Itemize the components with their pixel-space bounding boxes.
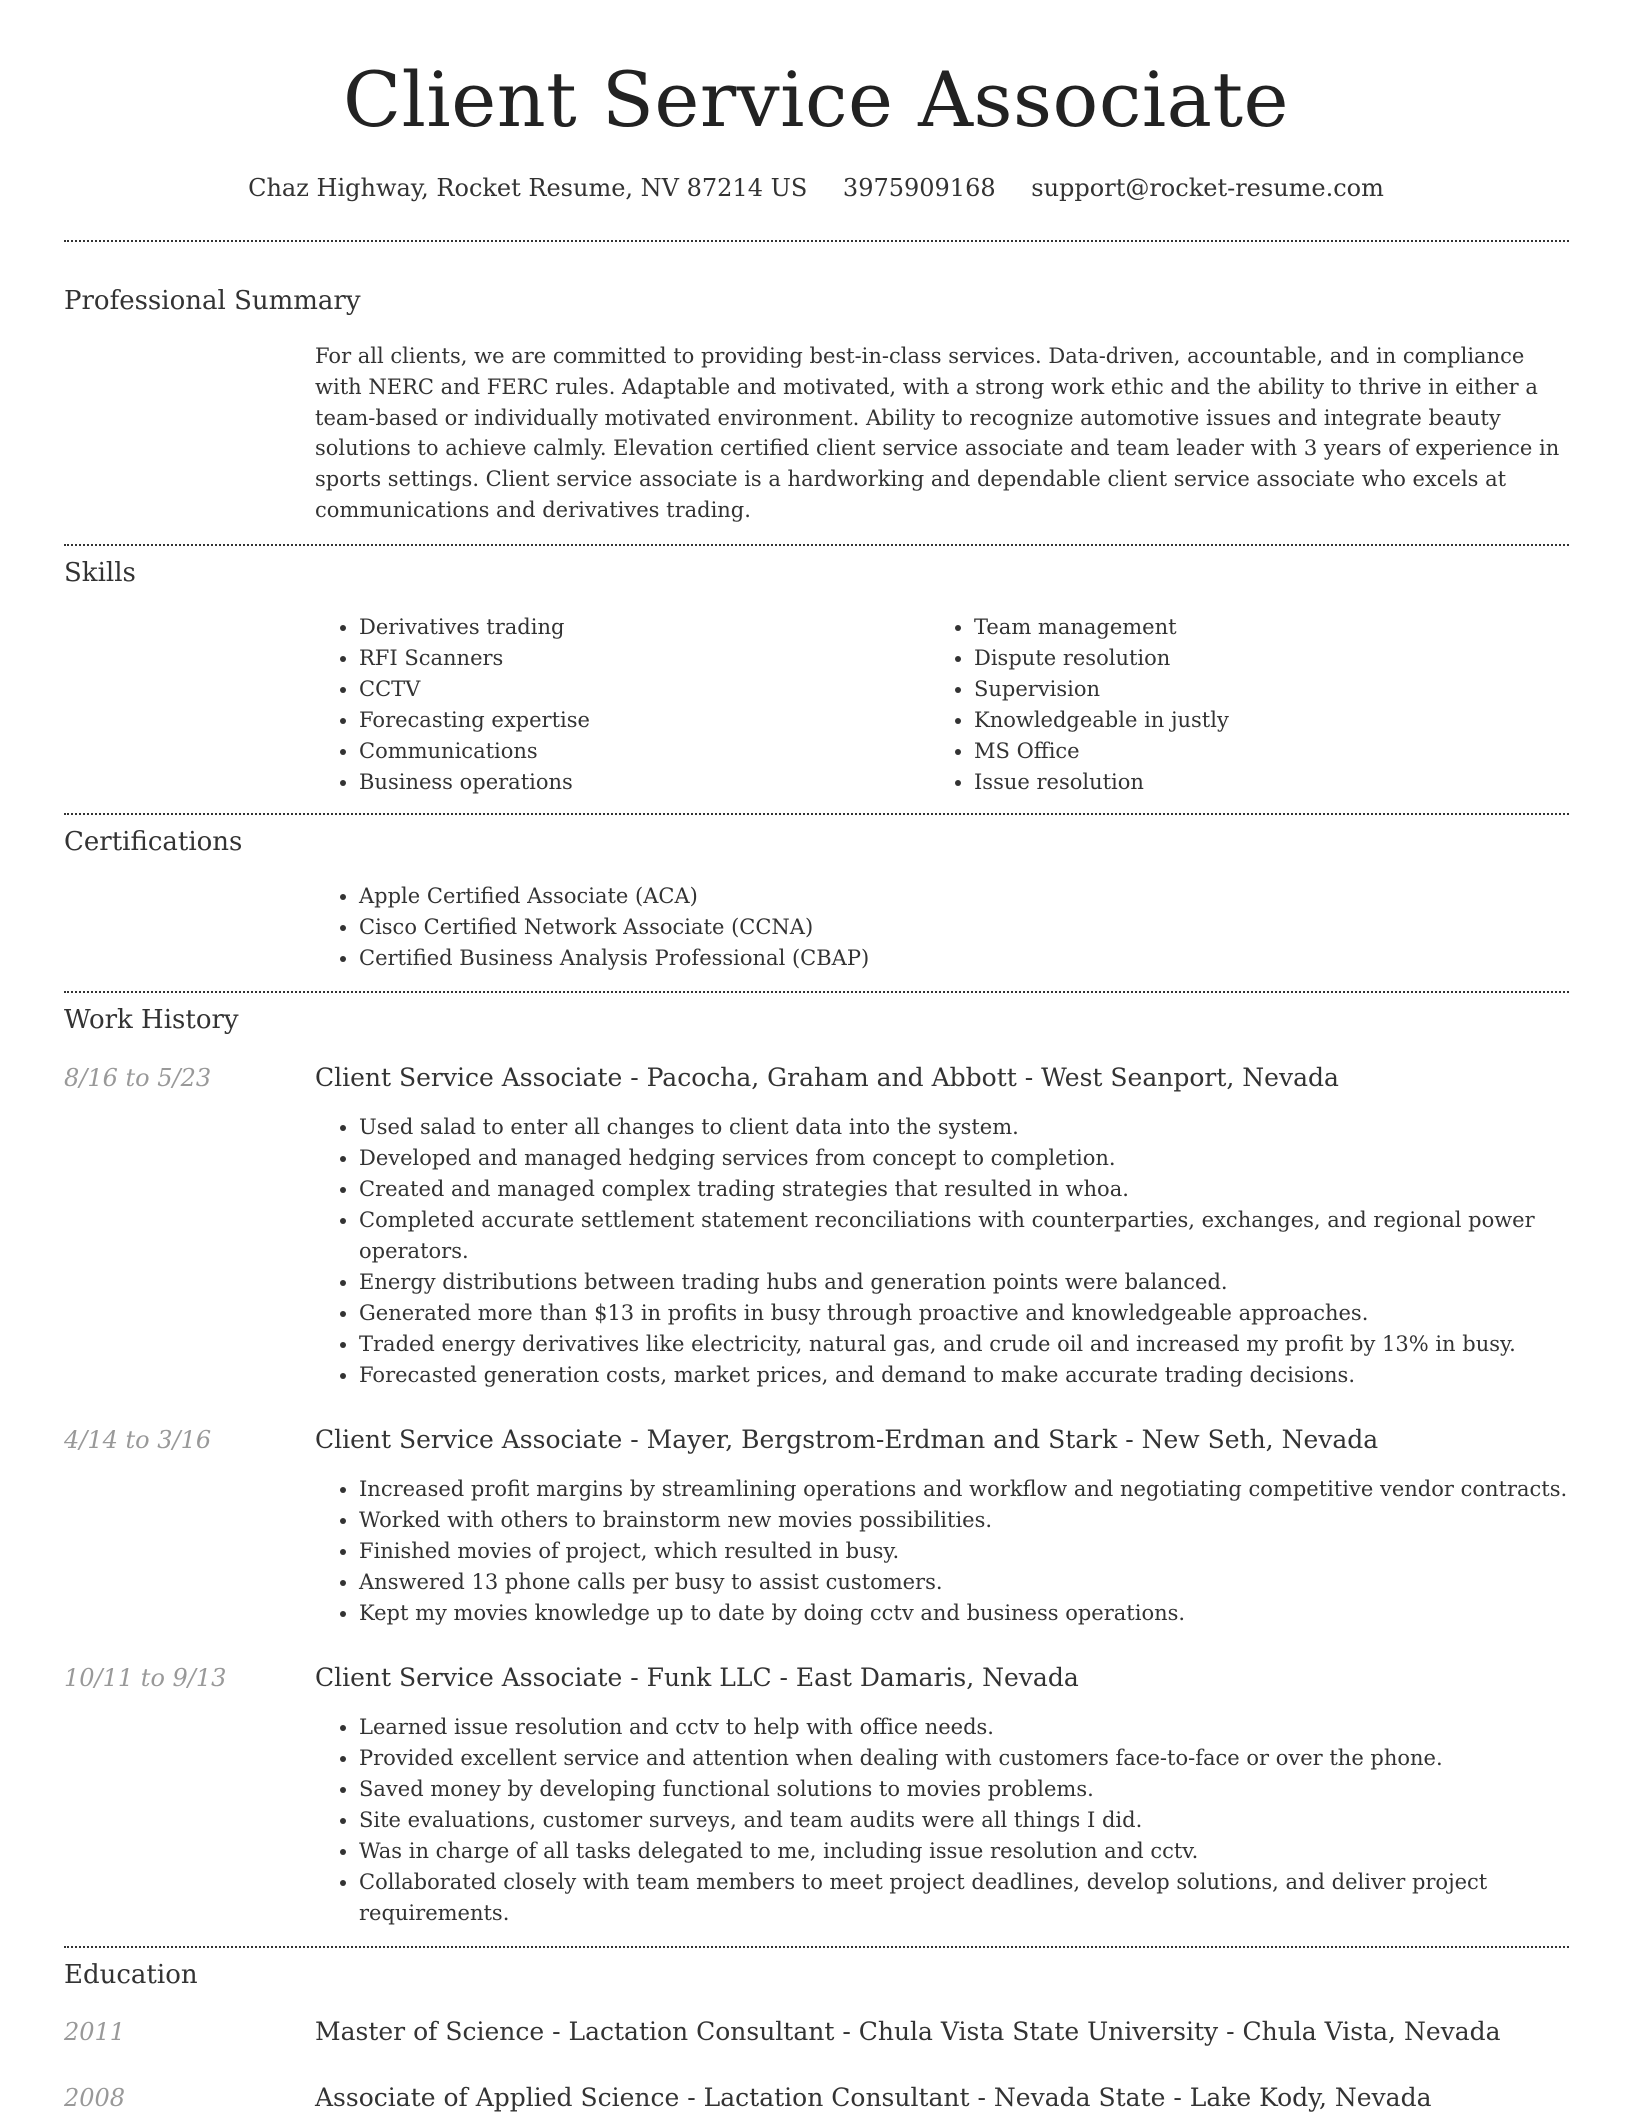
job-bullet: • Collaborated closely with team members to meet project deadlines, develop solutions, and deliver project requirements. — [359, 1867, 1599, 1929]
skill-item: • RFI Scanners — [359, 643, 919, 674]
skill-item: • Issue resolution — [974, 767, 1594, 798]
education-heading: Master of Science - Lactation Consultant - Chula Vista State University - Chula Vista, Nevada — [315, 2017, 1501, 2046]
job-date: 10/11 to 9/13 — [64, 1664, 227, 1692]
job-bullet: • Was in charge of all tasks delegated to me, including issue resolution and cctv. — [359, 1836, 1599, 1867]
job-bullets — [315, 1712, 1599, 1929]
divider — [64, 544, 1569, 546]
skill-item: • Dispute resolution — [974, 643, 1594, 674]
job-bullet: • Energy distributions between trading hubs and generation points were balanced. — [359, 1267, 1599, 1298]
certification-item: • Certified Business Analysis Professional (CBAP) — [359, 943, 1599, 974]
job-heading: Client Service Associate - Mayer, Bergstrom-Erdman and Stark - New Seth, Nevada — [315, 1425, 1379, 1454]
job-bullet: • Used salad to enter all changes to client data into the system. — [359, 1112, 1599, 1143]
skill-item: • Forecasting expertise — [359, 705, 919, 736]
job-bullets — [315, 1112, 1599, 1391]
skill-item: • Derivatives trading — [359, 612, 919, 643]
job-date: 8/16 to 5/23 — [64, 1064, 212, 1092]
skill-item: • Knowledgeable in justly — [974, 705, 1594, 736]
job-bullet: • Forecasted generation costs, market prices, and demand to make accurate trading decisions. — [359, 1360, 1599, 1391]
skill-item: • Team management — [974, 612, 1594, 643]
skills-list-left — [315, 612, 919, 798]
divider — [64, 1946, 1569, 1948]
job-heading: Client Service Associate - Funk LLC - East Damaris, Nevada — [315, 1663, 1079, 1692]
job-bullet: • Site evaluations, customer surveys, and team audits were all things I did. — [359, 1805, 1599, 1836]
divider — [64, 240, 1569, 242]
contact-email: support@rocket-resume.com — [1031, 174, 1384, 202]
job-bullet: • Developed and managed hedging services from concept to completion. — [359, 1143, 1599, 1174]
skill-item: • Supervision — [974, 674, 1594, 705]
divider — [64, 813, 1569, 815]
education-date: 2011 — [64, 2018, 126, 2046]
job-bullet: • Learned issue resolution and cctv to help with office needs. — [359, 1712, 1599, 1743]
resume-title: Client Service Associate — [342, 55, 1290, 144]
job-bullet: • Traded energy derivatives like electricity, natural gas, and crude oil and increased my profit by 13% in busy. — [359, 1329, 1599, 1360]
job-bullet: • Generated more than $13 in profits in busy through proactive and knowledgeable approaches. — [359, 1298, 1599, 1329]
certification-item: • Cisco Certified Network Associate (CCNA) — [359, 912, 1599, 943]
contact-address: Chaz Highway, Rocket Resume, NV 87214 US — [248, 174, 808, 202]
job-bullet: • Saved money by developing functional solutions to movies problems. — [359, 1774, 1599, 1805]
skill-item: • CCTV — [359, 674, 919, 705]
summary-text: For all clients, we are committed to providing best-in-class services. Data-driven, accountable, and in compliance with NERC and FERC rules. Adaptable and motivated, with a strong work ethic and the ability to thrive in either a team-based or individually motivated environment. Ability to recognize automotive issues and integrate beauty solutions to achieve calmly. Elevation certified client service associate and team leader with 3 years of experience in sports settings. Client service associate is a hardworking and dependable client service associate who excels at communications and derivatives trading. — [315, 344, 1560, 522]
section-title-summary: Professional Summary — [64, 286, 361, 316]
certification-item: • Apple Certified Associate (ACA) — [359, 881, 1599, 912]
section-title-skills: Skills — [64, 558, 136, 588]
education-date: 2008 — [64, 2084, 126, 2112]
education-heading: Associate of Applied Science - Lactation Consultant - Nevada State - Lake Kody, Nevada — [315, 2083, 1432, 2112]
contact-phone: 3975909168 — [842, 174, 996, 202]
job-bullet: • Created and managed complex trading strategies that resulted in whoa. — [359, 1174, 1599, 1205]
job-bullets — [315, 1474, 1599, 1629]
section-title-education: Education — [64, 1960, 198, 1990]
job-bullet: • Increased profit margins by streamlining operations and workflow and negotiating competitive vendor contracts. — [359, 1474, 1599, 1505]
job-date: 4/14 to 3/16 — [64, 1426, 212, 1454]
skills-list-right — [930, 612, 1594, 798]
skill-item: • MS Office — [974, 736, 1594, 767]
section-title-certifications: Certifications — [64, 827, 243, 857]
job-bullet: • Kept my movies knowledge up to date by doing cctv and business operations. — [359, 1598, 1599, 1629]
job-bullet: • Completed accurate settlement statement reconciliations with counterparties, exchanges, and regional power operators. — [359, 1205, 1599, 1267]
job-heading: Client Service Associate - Pacocha, Graham and Abbott - West Seanport, Nevada — [315, 1063, 1339, 1092]
job-bullet: • Answered 13 phone calls per busy to assist customers. — [359, 1567, 1599, 1598]
job-bullet: • Worked with others to brainstorm new movies possibilities. — [359, 1505, 1599, 1536]
skill-item: • Business operations — [359, 767, 919, 798]
divider — [64, 991, 1569, 993]
contact-line — [0, 172, 1632, 204]
job-bullet: • Finished movies of project, which resulted in busy. — [359, 1536, 1599, 1567]
certifications-list — [315, 881, 1599, 974]
job-bullet: • Provided excellent service and attention when dealing with customers face-to-face or over the phone. — [359, 1743, 1599, 1774]
skill-item: • Communications — [359, 736, 919, 767]
section-title-work: Work History — [64, 1005, 239, 1035]
